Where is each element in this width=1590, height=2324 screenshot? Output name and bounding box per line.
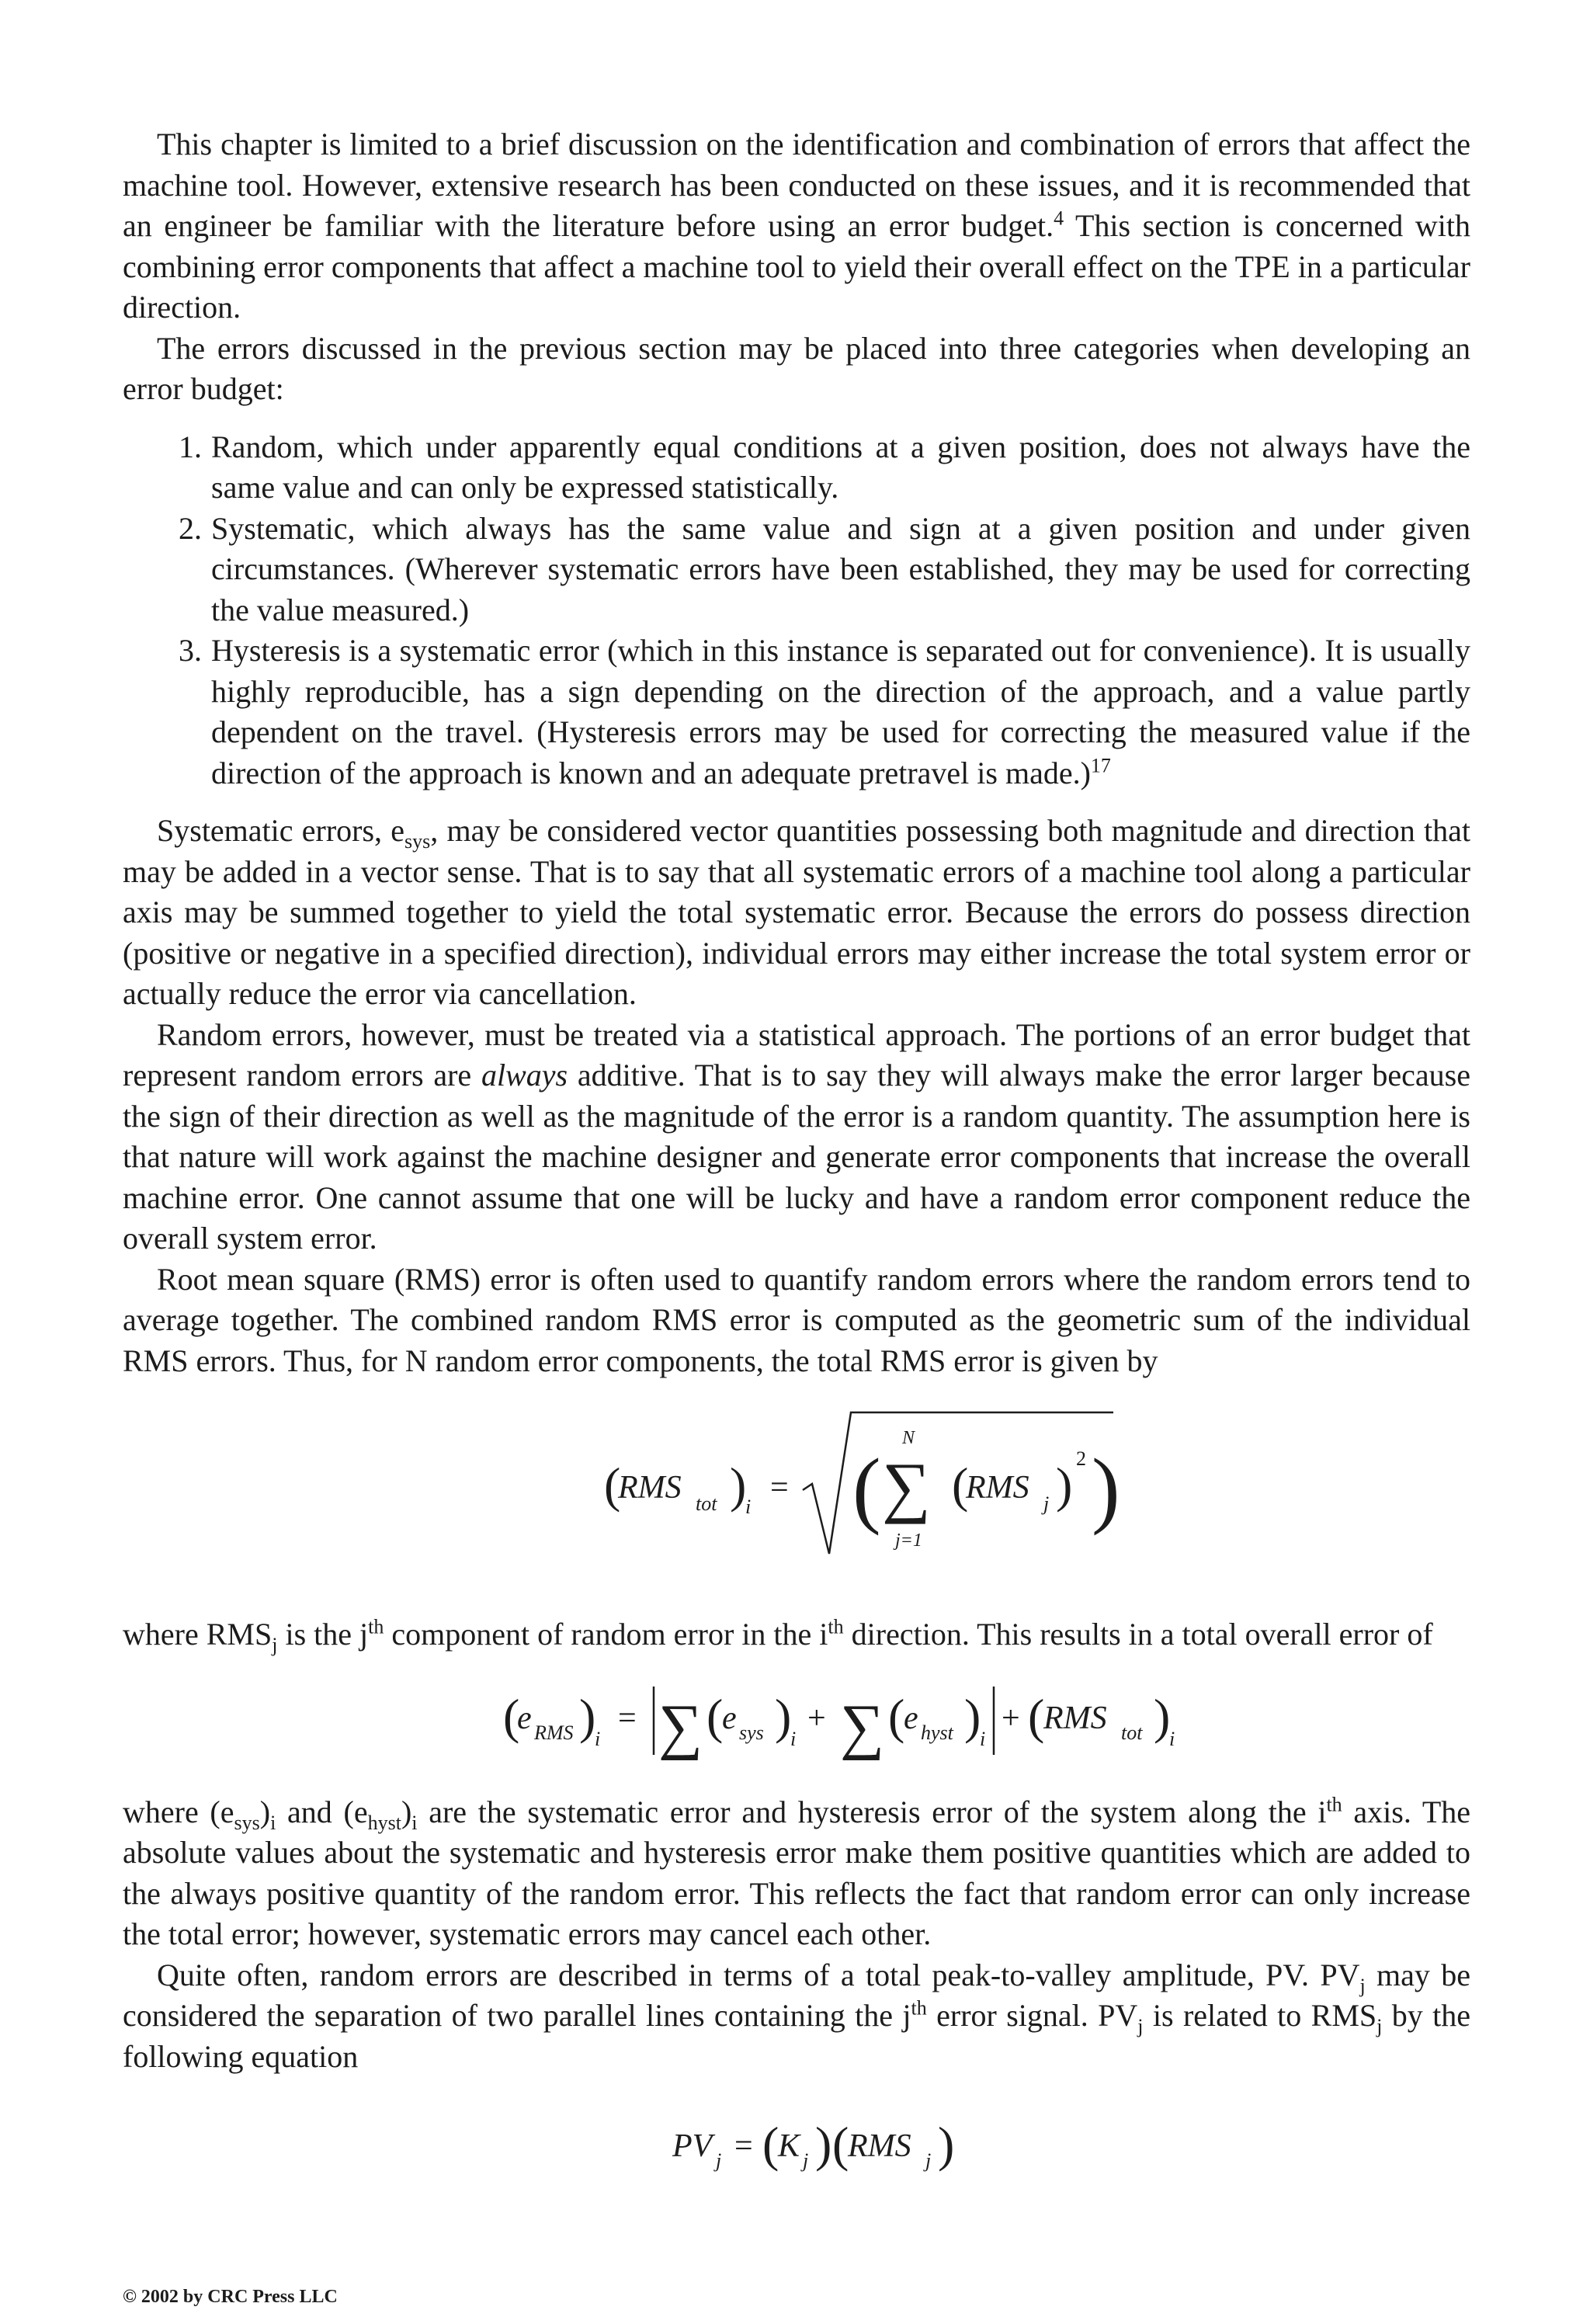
eq3-lhs-sub: j: [716, 2149, 722, 2172]
paren-left: (: [952, 1457, 969, 1513]
big-paren-left: (: [852, 1441, 881, 1536]
category-list: [123, 427, 1470, 794]
eq1-term-sub: j: [1043, 1492, 1050, 1515]
paren-right: ): [938, 2117, 955, 2172]
paren-left: (: [503, 1688, 520, 1744]
eq2-t2-outer-sub: i: [980, 1727, 986, 1750]
eq1-power: 2: [1076, 1447, 1086, 1470]
paragraph-4: Random errors, however, must be treated via a statistical approach. The portions of an error budget that represent random errors are always additive. That is to say they will always make the error larger because the sign of their direction as well as the magnitude of the error is a random quantity. The assumption here is that nature will work against the machine designer and generate error components that increase the overall machine error. One cannot assume that one will be lucky and have a random error component reduce the overall system error.: [123, 1016, 1470, 1256]
eq3-k-sub: j: [803, 2149, 809, 2172]
paren-left: (: [762, 2117, 779, 2172]
eq3-rms-sub: j: [925, 2149, 932, 2172]
eq2-lhs-outer-sub: i: [595, 1727, 601, 1750]
footnote-ref: 4: [1054, 207, 1064, 230]
eq2-t3-sub: tot: [1121, 1721, 1143, 1744]
eq2-t2-sub: hyst: [921, 1721, 953, 1744]
eq3-equals: =: [734, 2128, 753, 2164]
paragraph-8: Quite often, random errors are described in terms of a total peak-to-valley amplitude, PV. $PV_j$ may be considered the separation of two parallel lines containing the $j^{th}$ error signal. $PV_j$ is related to $RMS_j$ by the following equation: [123, 1957, 1471, 2074]
list-item: 1. Random, which under apparently equal conditions at a given position, does not always have the same value and can only be expressed statistically.: [179, 429, 1470, 505]
eq1-lhs-outer-sub: i: [745, 1495, 752, 1518]
paren-right: ): [964, 1688, 981, 1744]
sigma-sign: ∑: [840, 1692, 885, 1761]
sum-lower-limit: j=1: [895, 1530, 922, 1551]
eq2-t1-outer-sub: i: [790, 1727, 797, 1750]
paren-left: (: [1028, 1688, 1045, 1744]
eq1-lhs: RMS: [618, 1470, 682, 1506]
eq2-t1: e: [722, 1700, 737, 1736]
paragraph-1: This chapter is limited to a brief discussion on the identification and combination of errors that affect the machine tool. However, extensive research has been conducted on these issues, and it is recommended that an engineer be familiar with the literature before using an error budget.$^4$ This section is concerned with combining error components that affect a machine tool to yield their overall effect on the TPE in a particular direction.: [123, 127, 1470, 325]
equation-rms-total: [123, 1381, 1470, 1614]
eq1-term: RMS: [966, 1470, 1029, 1506]
paragraph-2: The errors discussed in the previous section may be placed into three categories when developing an error budget:: [123, 330, 1470, 406]
eq3-rms: RMS: [848, 2128, 911, 2164]
paren-right: ): [579, 1688, 596, 1744]
paren-right: ): [815, 2117, 832, 2172]
paren-left: (: [832, 2117, 849, 2172]
sigma-sign: ∑: [882, 1450, 931, 1525]
eq2-t2: e: [904, 1700, 918, 1736]
sigma-sign: ∑: [658, 1692, 703, 1761]
paren-left: (: [706, 1688, 724, 1744]
eq1-equals: =: [770, 1470, 789, 1506]
paren-right: ): [775, 1688, 792, 1744]
eq2-plus: +: [807, 1700, 826, 1736]
eq3-k: K: [778, 2128, 800, 2164]
paragraph-3: Systematic errors, $e_{sys}$, may be considered vector quantities possessing both magnitude and direction that may be added in a vector sense. That is to say that all systematic errors of a machine tool along a particular axis may be summed together to yield the total systematic error. Because the errors do possess direction (positive or negative in a specified direction), individual errors may either increase the total system error or actually reduce the error via cancellation.: [123, 813, 1470, 1011]
paren-left: (: [604, 1457, 621, 1513]
equation-pv: [123, 2077, 1470, 2194]
footnote-ref: 17: [1090, 754, 1111, 777]
equation-total-error: [123, 1655, 1470, 1792]
list-item: 2. Systematic, which always has the same value and sign at a given position and under given circumstances. (Wherever systematic errors have been established, they may be used for correcting the value measured.): [179, 510, 1470, 627]
paragraph-5: Root mean square (RMS) error is often used to quantify random errors where the random errors tend to average together. The combined random RMS error is computed as the geometric sum of the individual RMS errors. Thus, for N random error components, the total RMS error is given by: [123, 1261, 1470, 1378]
paragraph-6: where $RMS_j$ is the $j^{th}$ component of random error in the $i^{th}$ direction. This results in a total overall error of: [123, 1615, 1433, 1656]
eq2-plus: +: [1002, 1700, 1020, 1736]
eq2-t3-outer-sub: i: [1169, 1727, 1175, 1750]
paren-right: ): [1056, 1457, 1073, 1513]
eq2-t3: RMS: [1043, 1700, 1107, 1736]
paren-right: ): [730, 1457, 747, 1513]
eq2-equals: =: [618, 1700, 637, 1736]
page-body: [123, 124, 1470, 2194]
sum-upper-limit: N: [902, 1428, 915, 1448]
paren-right: ): [1154, 1688, 1171, 1744]
eq2-lhs-sub: RMS: [534, 1721, 574, 1744]
list-item: 3. Hysteresis is a systematic error (which in this instance is separated out for convenience). It is usually highly reproducible, has a sign depending on the direction of the approach, and a value partly dependent on the travel. (Hysteresis errors may be used for correcting the measured value if the direction of the approach is known and an adequate pretravel is made.)$^{17}$: [179, 633, 1470, 790]
eq3-lhs: PV: [672, 2128, 713, 2164]
paren-left: (: [888, 1688, 905, 1744]
eq2-lhs: e: [517, 1700, 532, 1736]
paragraph-7: where $(e_{sys})_i$ and $(e_{hyst})_i$ are the systematic error and hysteresis error of the system along the $i^{th}$ axis. The absolute values about the systematic and hysteresis error make them positive quantities which are added to the always positive quantity of the random error. This reflects the fact that random error can only increase the total error; however, systematic errors may cancel each other.: [123, 1793, 1471, 1951]
eq2-t1-sub: sys: [739, 1721, 764, 1744]
big-paren-right: ): [1092, 1441, 1120, 1536]
eq1-lhs-sub: tot: [696, 1492, 717, 1515]
copyright-footer: © 2002 by CRC Press LLC: [123, 2287, 338, 2307]
